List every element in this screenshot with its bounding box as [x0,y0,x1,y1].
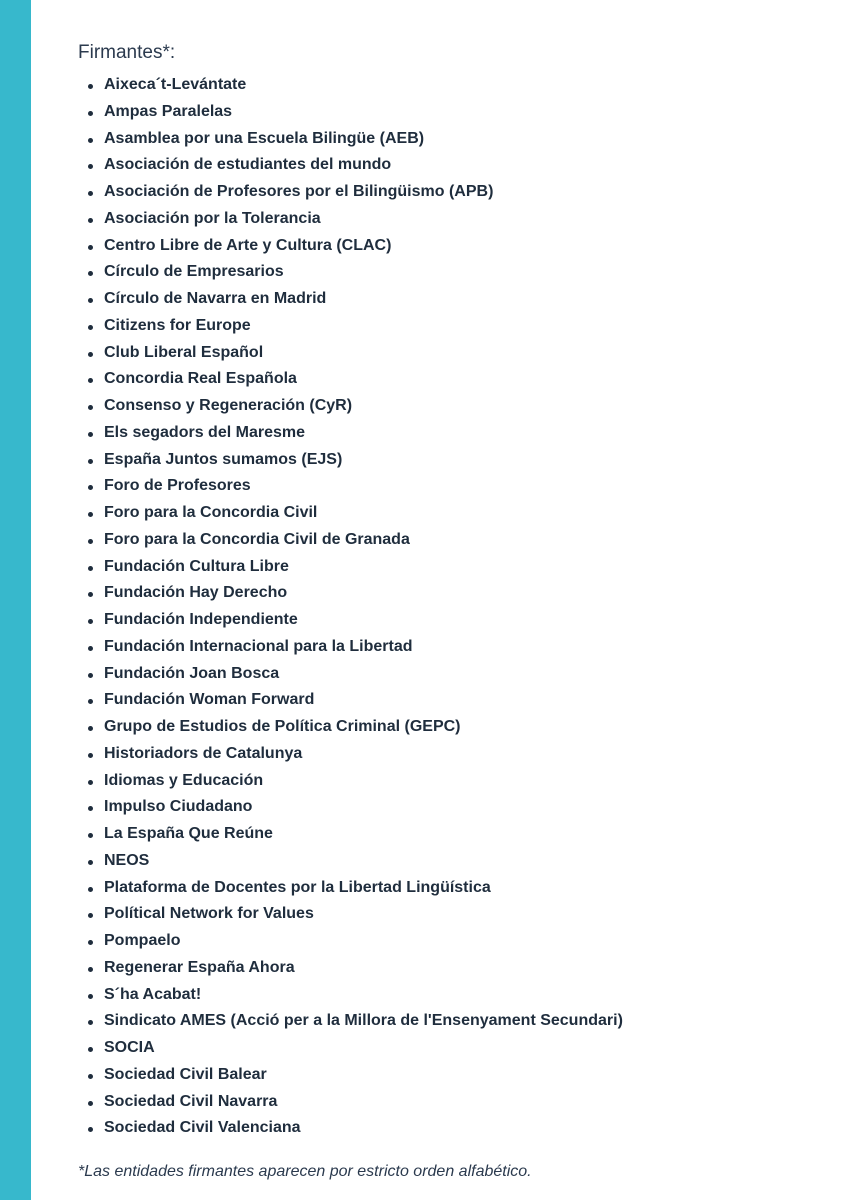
signer-list-item: Ampas Paralelas [78,99,818,126]
signer-list-item: Els segadors del Maresme [78,420,818,447]
signer-list-item: Polítical Network for Values [78,901,818,928]
signer-list-item: España Juntos sumamos (EJS) [78,447,818,474]
signers-section [78,40,818,1142]
signer-list-item: Foro para la Concordia Civil de Granada [78,527,818,554]
signer-list-item: Asociación de estudiantes del mundo [78,152,818,179]
signer-list-item: Impulso Ciudadano [78,794,818,821]
signer-list-item: Sociedad Civil Navarra [78,1089,818,1116]
signer-list-item: Club Liberal Español [78,340,818,367]
signer-list-item: Citizens for Europe [78,313,818,340]
signer-list-item: Fundación Cultura Libre [78,554,818,581]
signer-list-item: S´ha Acabat! [78,982,818,1009]
signer-list-item: Sociedad Civil Balear [78,1062,818,1089]
signer-list-item: Fundación Joan Bosca [78,661,818,688]
signer-list-item: Círculo de Navarra en Madrid [78,286,818,313]
signer-list-item: Concordia Real Española [78,366,818,393]
signer-list-item: Centro Libre de Arte y Cultura (CLAC) [78,233,818,260]
signer-list-item: Fundación Woman Forward [78,687,818,714]
signer-list-item: Pompaelo [78,928,818,955]
signer-list-item: Sindicato AMES (Acció per a la Millora de l'Ensenyament Secundari) [78,1008,818,1035]
signers-list [78,72,818,1142]
signer-list-item: Regenerar España Ahora [78,955,818,982]
signer-list-item: Fundación Internacional para la Libertad [78,634,818,661]
signer-list-item: Fundación Hay Derecho [78,580,818,607]
signer-list-item: Historiadors de Catalunya [78,741,818,768]
accent-side-bar [0,0,31,1200]
signer-list-item: Asamblea por una Escuela Bilingüe (AEB) [78,126,818,153]
signer-list-item: Foro de Profesores [78,473,818,500]
signers-heading: Firmantes*: [78,42,176,63]
signer-list-item: SOCIA [78,1035,818,1062]
signer-list-item: Grupo de Estudios de Política Criminal (GEPC) [78,714,818,741]
signer-list-item: Foro para la Concordia Civil [78,500,818,527]
alphabetical-order-footnote: *Las entidades firmantes aparecen por estricto orden alfabético. [78,1163,532,1180]
signer-list-item: Aixeca´t-Levántate [78,72,818,99]
signer-list-item: Sociedad Civil Valenciana [78,1115,818,1142]
signer-list-item: NEOS [78,848,818,875]
signer-list-item: Fundación Independiente [78,607,818,634]
signer-list-item: Consenso y Regeneración (CyR) [78,393,818,420]
signer-list-item: Círculo de Empresarios [78,259,818,286]
signer-list-item: Asociación por la Tolerancia [78,206,818,233]
signer-list-item: Asociación de Profesores por el Bilingüismo (APB) [78,179,818,206]
signer-list-item: La España Que Reúne [78,821,818,848]
signer-list-item: Plataforma de Docentes por la Libertad Lingüística [78,875,818,902]
signer-list-item: Idiomas y Educación [78,768,818,795]
